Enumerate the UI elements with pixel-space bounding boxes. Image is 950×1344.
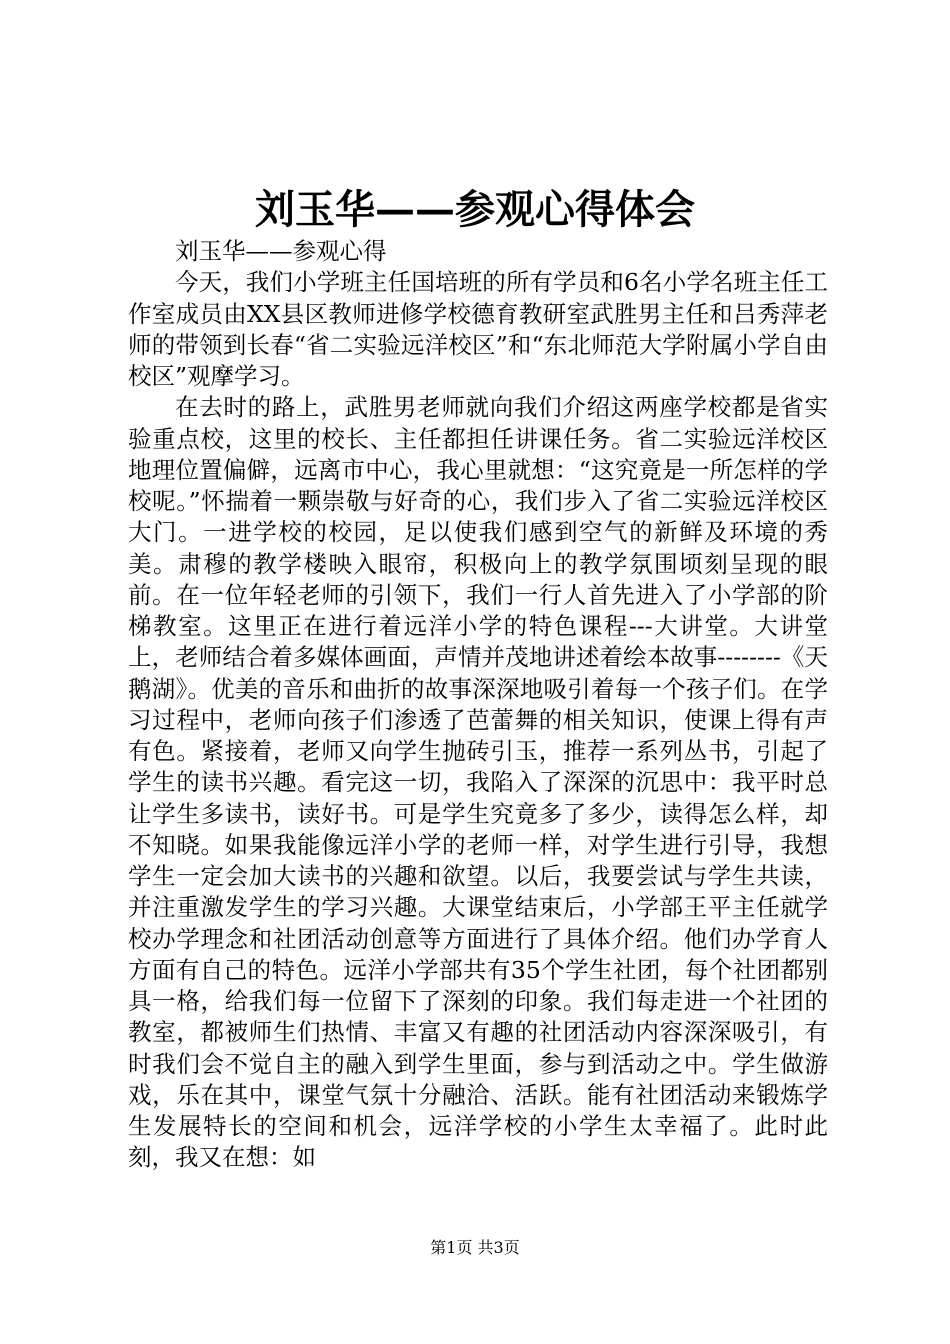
- paragraph-2: 在去时的路上，武胜男老师就向我们介绍这两座学校都是省实验重点校，这里的校长、主任都担任讲课任务。省二实验远洋校区地理位置偏僻，远离市中心，我心里就想：“这究竟是一所怎样的学校呢。”怀揣着一颗崇敬与好奇的心，我们步入了省二实验远洋校区大门。一进学校的校园，足以使我们感到空气的新鲜及环境的秀美。肃穆的教学楼映入眼帘，积极向上的教学氛围顷刻呈现的眼前。在一位年轻老师的引领下，我们一行人首先进入了小学部的阶梯教室。这里正在进行着远洋小学的特色课程---大讲堂。大讲堂上，老师结合着多媒体画面，声情并茂地讲述着绘本故事--------《天鹅湖》。优美的音乐和曲折的故事深深地吸引着每一个孩子们。在学习过程中，老师向孩子们渗透了芭蕾舞的相关知识，使课上得有声有色。紧接着，老师又向学生抛砖引玉，推荐一系列丛书，引起了学生的读书兴趣。看完这一切，我陷入了深深的沉思中：我平时总让学生多读书，读好书。可是学生究竟多了多少，读得怎么样，却不知晓。如果我能像远洋小学的老师一样，对学生进行引导，我想学生一定会加大读书的兴趣和欲望。以后，我要尝试与学生共读，并注重激发学生的学习兴趣。大课堂结束后，小学部王平主任就学校办学理念和社团活动创意等方面进行了具体介绍。他们办学育人方面有自己的特色。远洋小学部共有35个学生社团，每个社团都别具一格，给我们每一位留下了深刻的印象。我们每走进一个社团的教室，都被师生们热情、丰富又有趣的社团活动内容深深吸引，有时我们会不觉自主的融入到学生里面，参与到活动之中。学生做游戏，乐在其中，课堂气氛十分融洽、活跃。能有社团活动来锻炼学生发展特长的空间和机会，远洋学校的小学生太幸福了。此时此刻，我又在想：如: [128, 393, 828, 1172]
- page-number-footer: 第1页 共3页: [430, 1238, 520, 1257]
- document-subtitle: 刘玉华——参观心得: [175, 237, 387, 265]
- paragraph-1: 今天，我们小学班主任国培班的所有学员和6名小学名班主任工作室成员由XX县区教师进修学校德育教研室武胜男主任和吕秀萍老师的带领到长春“省二实验远洋校区”和“东北师范大学附属小学自由校区”观摩学习。: [128, 268, 828, 390]
- document-title: 刘玉华——参观心得体会: [255, 186, 695, 233]
- document-body: [128, 236, 828, 1174]
